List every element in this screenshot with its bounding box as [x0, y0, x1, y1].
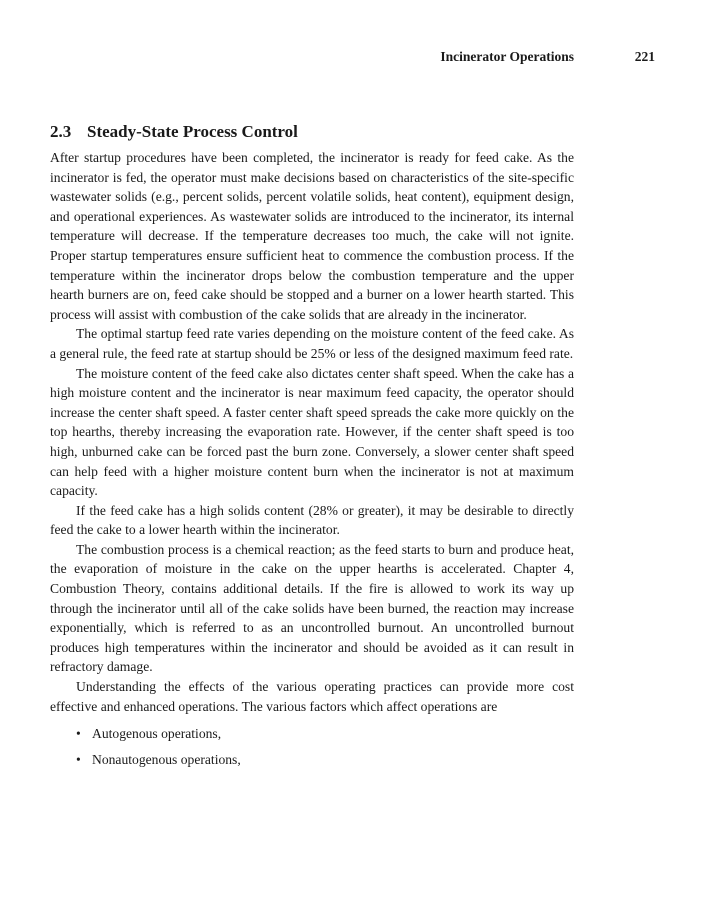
paragraph: The moisture content of the feed cake also dictates center shaft speed. When the cake has a high moisture content and the incinerator is near maximum feed capacity, the operator should increase the center shaft speed. A faster center shaft speed spreads the cake more quickly on the top hearths, thereby increasing the evaporation rate. However, if the center shaft speed is too high, unburned cake can be forced past the burn zone. Conversely, a slower center shaft speed can help feed with a higher moisture content burn when the incinerator is not at maximum capacity. [50, 365, 574, 499]
paragraph: If the feed cake has a high solids content (28% or greater), it may be desirable to directly feed the cake to a lower hearth within the incinerator. [50, 502, 574, 538]
list-item-text: Nonautogenous operations, [92, 752, 241, 768]
bullet-icon: • [76, 726, 81, 742]
section-title: Steady-State Process Control [87, 122, 298, 141]
running-title: Incinerator Operations [440, 49, 574, 64]
paragraph: Understanding the effects of the various operating practices can provide more cost effective and enhanced operations. The various factors which affect operations are [50, 679, 574, 714]
paragraph: The optimal startup feed rate varies depending on the moisture content of the feed cake. As a general rule, the feed rate at startup should be 25% or less of the designed maximum feed rate. [50, 326, 574, 361]
section-number: 2.3 [50, 122, 72, 141]
bullet-list [50, 724, 574, 769]
list-item [50, 724, 574, 743]
list-item [50, 750, 574, 769]
bullet-icon: • [76, 752, 81, 768]
list-item-text: Autogenous operations, [92, 726, 222, 742]
paragraph: After startup procedures have been completed, the incinerator is ready for feed cake. As the incinerator is fed, the operator must make decisions based on characteristics of the site-specific wastewater solids (e.g., percent solids, percent volatile solids, heat content), equipment design, and operational experiences. As wastewater solids are introduced to the incinerator, its internal temperature will decrease. If the temperature decreases too much, the cake will not ignite. Proper startup temperatures ensure sufficient heat to commence the combustion process. If the temperature within the incinerator drops below the combustion temperature and the upper hearth burners are on, feed cake should be stopped and a burner on a lower hearth started. This process will assist with combustion of the cake solids that are already in the incinerator. [50, 150, 574, 322]
body-text [50, 148, 574, 776]
section-heading [50, 122, 298, 142]
running-header [50, 49, 658, 67]
paragraph: The combustion process is a chemical reaction; as the feed starts to burn and produce heat, the evaporation of moisture in the cake on the upper hearths is accelerated. Chapter 4, Combustion Theory, contains additional details. If the fire is allowed to work its way up through the incinerator until all of the cake solids have been burned, the reaction may increase exponentially, which is referred to as an uncontrolled burnout. An uncontrolled burnout produces high temperatures within the incinerator and should be avoided as it can result in refractory damage. [50, 541, 574, 675]
page-number: 221 [634, 49, 655, 64]
